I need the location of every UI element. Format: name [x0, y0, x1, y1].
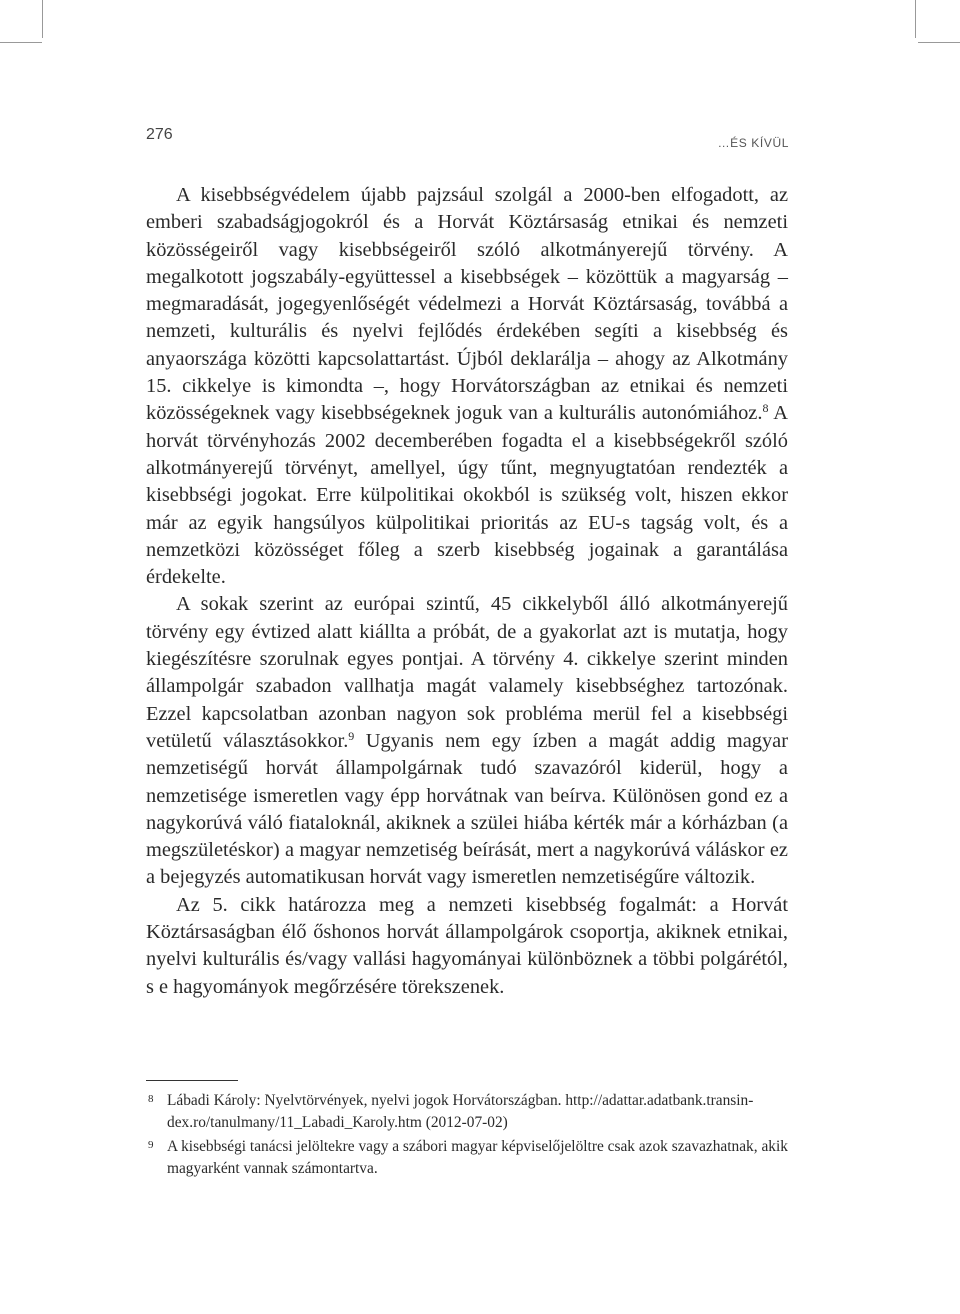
footnotes: [146, 1090, 791, 1182]
footnote-text: Lábadi Károly: Nyelvtörvények, nyelvi jogok Horvátországban. http://adattar.adatbank.transindex.ro/tanulmany/11_Labadi_Karoly.htm (2012-07-02): [167, 1092, 754, 1131]
paragraph-text: A horvát törvényhozás 2002 decemberében fogadta el a kisebbségekről szóló alkotmányerejű törvényt, amellyel, úgy tűnt, megnyugtatóan rendezték a kisebbségi jogokat. Erre külpolitikai okokból is szükség volt, hiszen ekkor már az egyik hangsúlyos külpolitikai prioritás az EU-s tagság volt, és a nemzetközi közösséget főleg a szerb kisebbség jogainak a garantálása érdekelte.: [146, 402, 788, 589]
running-head: …ÉS KÍVÜL: [717, 136, 789, 150]
footnote-number: 8: [148, 1093, 154, 1105]
paragraph: [146, 182, 788, 591]
paragraph: [146, 892, 788, 1001]
footnote-number: 9: [148, 1139, 154, 1151]
page-number: 276: [146, 126, 173, 143]
paragraph-text: A kisebbségvédelem újabb pajzsául szolgál a 2000-ben elfogadott, az emberi szabadságjogokról és a Horvát Köztársaság etnikai és nemzeti közösségeiről vagy kisebbségeiről szóló alkotmányerejű törvény. A megalkotott jogszabály-együttessel a kisebbségek – közöttük a magyarság – megmaradását, jogegyenlőségét védelmezi a Horvát Köztársaság, továbbá a nemzeti, kulturális és nyelvi fejlődés érdekében segíti a kisebbség és anyaországa közötti kapcsolattartást. Újból deklarálja – ahogy az Alkotmány 15. cikkelye is kimondta –, hogy Horvátországban az etnikai és nemzeti közösségeknek vagy kisebbségeknek joguk van a kulturális autonómiához.: [146, 184, 788, 425]
body-text: [146, 182, 788, 1001]
paragraph-text: A sokak szerint az európai szintű, 45 cikkelyből álló alkotmányerejű törvény egy évtized alatt kiállta a próbát, de a gyakorlat azt is mutatja, hogy kiegészítésre szorulnak egyes pontjai. A törvény 4. cikkelye szerint minden állampolgár szabadon vallhatja magát valamely kisebbséghez tartozónak. Ezzel kapcsolatban azonban nagyon sok probléma merül fel a kisebbségi vetületű választásokkor.: [146, 593, 788, 752]
crop-mark: [918, 42, 960, 43]
paragraph-text: Ugyanis nem egy ízben a magát addig magyar nemzetiségű horvát állampolgárnak tudó szavazóról kiderül, hogy a nemzetisége ismeretlen vagy épp horvátnak van beírva. Különösen gond ez a nagykorúvá váló fiataloknál, akiknek a szülei hiába kérték már a kórházban (a megszületéskor) a magyar nemzetiség beírását, mert a nagykorúvá váláskor ez a bejegyzés automatikusan horvát vagy ismeretlen nemzetiségűre változik.: [146, 729, 789, 889]
footnote: [146, 1090, 791, 1133]
paragraph: [146, 591, 788, 891]
crop-mark: [0, 42, 42, 43]
footnote-separator: [146, 1080, 238, 1081]
crop-mark: [915, 0, 916, 38]
crop-mark: [42, 0, 43, 38]
footnote-reference[interactable]: 9: [348, 728, 355, 743]
footnote: [146, 1136, 791, 1179]
paragraph-text: Az 5. cikk határozza meg a nemzeti kisebbség fogalmát: a Horvát Köztársaságban élő őshonos horvát állampolgárok csoportja, akiknek etnikai, nyelvi kulturális és/vagy vallási hagyományai különböznek a többi polgárétól, s e hagyományok megőrzésére törekszenek.: [146, 893, 788, 998]
footnote-reference[interactable]: 8: [762, 401, 769, 416]
footnote-text: A kisebbségi tanácsi jelöltekre vagy a szábori magyar képviselőjelöltre csak azok szavazhatnak, akik magyarként vannak számontartva.: [167, 1138, 788, 1177]
